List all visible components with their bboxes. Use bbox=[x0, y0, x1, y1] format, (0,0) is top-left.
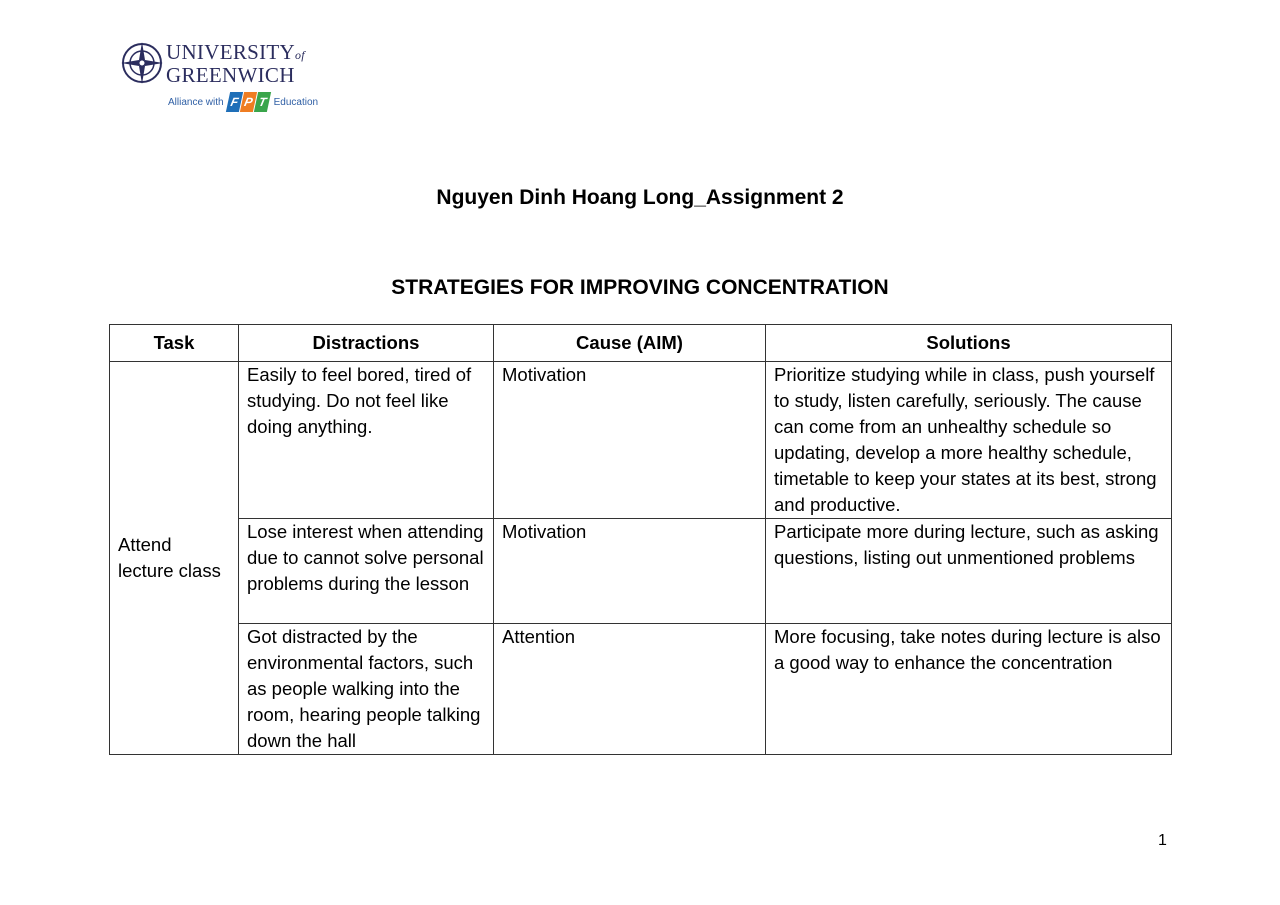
header-distractions: Distractions bbox=[239, 325, 494, 362]
header-solutions: Solutions bbox=[766, 325, 1172, 362]
task-cell: Attend lecture class bbox=[110, 362, 239, 755]
table-row bbox=[110, 519, 1172, 624]
solution-cell: More focusing, take notes during lecture is also a good way to enhance the concentration bbox=[766, 624, 1172, 755]
strategies-table bbox=[109, 324, 1172, 755]
university-logo bbox=[120, 38, 320, 118]
page-number: 1 bbox=[1158, 832, 1167, 849]
alliance-line: Alliance with F P T Education bbox=[168, 92, 318, 112]
solution-cell: Participate more during lecture, such as asking questions, listing out unmentioned problems bbox=[766, 519, 1172, 624]
cause-cell: Motivation bbox=[494, 519, 766, 624]
table-row bbox=[110, 362, 1172, 519]
distraction-cell: Lose interest when attending due to cannot solve personal problems during the lesson bbox=[239, 519, 494, 624]
fpt-logo: F P T bbox=[228, 92, 270, 112]
solution-cell: Prioritize studying while in class, push yourself to study, listen carefully, seriously. The cause can come from an unhealthy schedule so updating, develop a more healthy schedule, timetable to keep your states at its best, strong and productive. bbox=[766, 362, 1172, 519]
header-task: Task bbox=[110, 325, 239, 362]
distraction-cell: Easily to feel bored, tired of studying. Do not feel like doing anything. bbox=[239, 362, 494, 519]
compass-emblem-icon bbox=[120, 40, 164, 86]
cause-cell: Attention bbox=[494, 624, 766, 755]
table-row bbox=[110, 624, 1172, 755]
header-cause: Cause (AIM) bbox=[494, 325, 766, 362]
university-wordmark: UNIVERSITYof GREENWICH bbox=[166, 40, 305, 87]
section-title: STRATEGIES FOR IMPROVING CONCENTRATION bbox=[391, 276, 889, 299]
distraction-cell: Got distracted by the environmental factors, such as people walking into the room, hearing people talking down the hall bbox=[239, 624, 494, 755]
table-header-row bbox=[110, 325, 1172, 362]
document-title: Nguyen Dinh Hoang Long_Assignment 2 bbox=[436, 186, 844, 209]
cause-cell: Motivation bbox=[494, 362, 766, 519]
